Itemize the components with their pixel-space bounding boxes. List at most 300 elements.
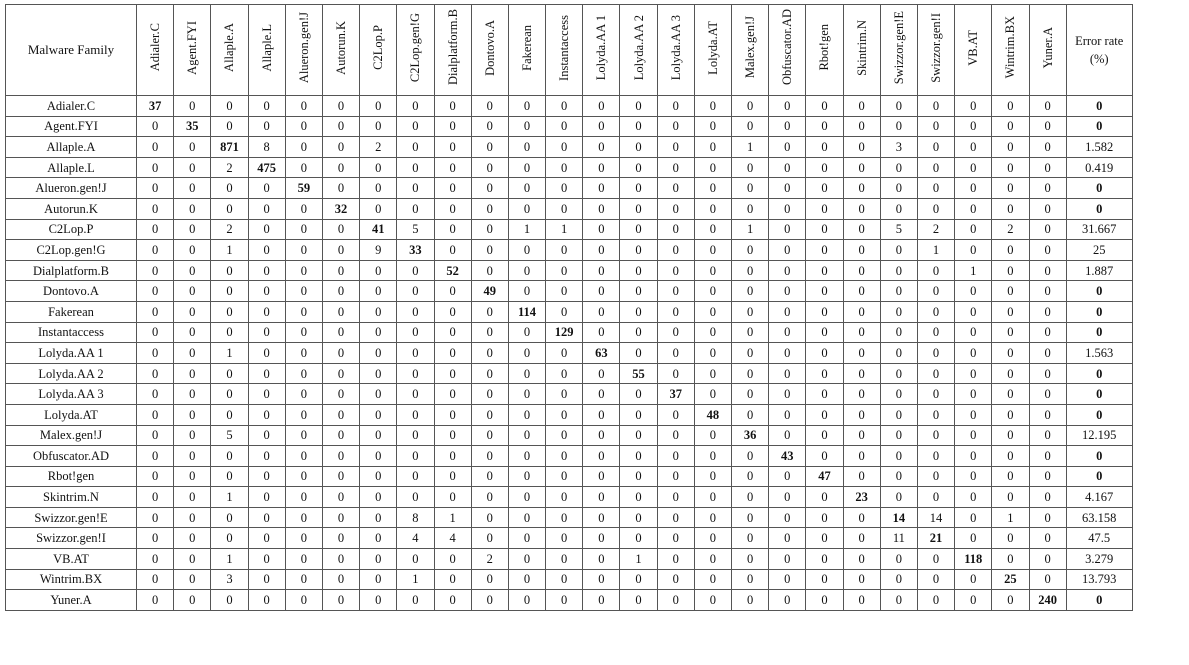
- error-rate-cell: 12.195: [1066, 425, 1132, 446]
- matrix-cell: 0: [955, 507, 992, 528]
- matrix-cell: 0: [992, 137, 1029, 158]
- matrix-cell: 0: [471, 240, 508, 261]
- diagonal-cell: 23: [843, 487, 880, 508]
- matrix-cell: 0: [806, 384, 843, 405]
- error-rate-cell: 0: [1066, 281, 1132, 302]
- matrix-cell: 0: [471, 569, 508, 590]
- diagonal-cell: 129: [546, 322, 583, 343]
- matrix-cell: 0: [285, 137, 322, 158]
- matrix-cell: 0: [880, 590, 917, 611]
- matrix-cell: 0: [360, 363, 397, 384]
- matrix-cell: 0: [1029, 178, 1066, 199]
- matrix-cell: 0: [397, 343, 434, 364]
- matrix-cell: 0: [322, 466, 359, 487]
- matrix-cell: 0: [174, 549, 211, 570]
- table-row: [6, 590, 1133, 611]
- matrix-cell: 0: [471, 198, 508, 219]
- matrix-cell: 0: [806, 590, 843, 611]
- table-row: [6, 178, 1133, 199]
- matrix-cell: 0: [732, 549, 769, 570]
- error-rate-cell: 31.667: [1066, 219, 1132, 240]
- matrix-cell: 0: [471, 260, 508, 281]
- matrix-cell: 2: [917, 219, 954, 240]
- column-header-label: Wintrim.BX: [1003, 16, 1018, 79]
- matrix-cell: 0: [955, 96, 992, 117]
- table-row: [6, 507, 1133, 528]
- matrix-cell: 0: [360, 301, 397, 322]
- matrix-cell: 0: [955, 178, 992, 199]
- matrix-cell: 5: [397, 219, 434, 240]
- matrix-cell: 0: [1029, 219, 1066, 240]
- matrix-cell: 0: [1029, 404, 1066, 425]
- matrix-cell: 0: [955, 343, 992, 364]
- matrix-cell: 0: [434, 240, 471, 261]
- matrix-cell: 0: [471, 116, 508, 137]
- matrix-cell: 0: [843, 322, 880, 343]
- row-family-name: Agent.FYI: [6, 116, 137, 137]
- matrix-cell: 0: [322, 569, 359, 590]
- matrix-cell: 0: [583, 157, 620, 178]
- matrix-cell: 5: [880, 219, 917, 240]
- matrix-cell: 0: [322, 322, 359, 343]
- matrix-cell: 0: [360, 384, 397, 405]
- matrix-cell: 0: [583, 322, 620, 343]
- matrix-cell: 0: [546, 404, 583, 425]
- matrix-cell: 0: [806, 343, 843, 364]
- matrix-cell: 0: [992, 178, 1029, 199]
- matrix-cell: 4: [397, 528, 434, 549]
- matrix-cell: 0: [955, 137, 992, 158]
- matrix-cell: 0: [248, 446, 285, 467]
- error-rate-cell: 3.279: [1066, 549, 1132, 570]
- matrix-cell: 1: [211, 549, 248, 570]
- matrix-cell: 0: [620, 507, 657, 528]
- column-header-label: Dontovo.A: [482, 19, 497, 76]
- diagonal-cell: 59: [285, 178, 322, 199]
- matrix-cell: 0: [174, 178, 211, 199]
- matrix-cell: 0: [322, 446, 359, 467]
- row-family-name: Skintrim.N: [6, 487, 137, 508]
- matrix-cell: 0: [508, 343, 545, 364]
- matrix-cell: 0: [546, 343, 583, 364]
- matrix-cell: 0: [620, 404, 657, 425]
- matrix-cell: 0: [137, 446, 174, 467]
- matrix-cell: 0: [657, 219, 694, 240]
- matrix-cell: 0: [471, 528, 508, 549]
- matrix-cell: 0: [285, 198, 322, 219]
- matrix-cell: 0: [880, 425, 917, 446]
- column-header-label: Alueron.gen!J: [296, 11, 311, 84]
- matrix-cell: 0: [694, 157, 731, 178]
- matrix-cell: 0: [880, 466, 917, 487]
- matrix-cell: 0: [657, 157, 694, 178]
- matrix-cell: 0: [508, 178, 545, 199]
- error-rate-cell: 0.419: [1066, 157, 1132, 178]
- matrix-cell: 0: [285, 260, 322, 281]
- matrix-cell: 0: [955, 301, 992, 322]
- matrix-cell: 0: [806, 96, 843, 117]
- matrix-cell: 0: [992, 487, 1029, 508]
- column-header-label: Allaple.A: [222, 23, 237, 72]
- matrix-cell: 0: [992, 260, 1029, 281]
- matrix-cell: 0: [508, 466, 545, 487]
- matrix-cell: 0: [285, 507, 322, 528]
- column-header-label: Rbot!gen: [817, 24, 832, 71]
- matrix-cell: 0: [917, 569, 954, 590]
- matrix-cell: 0: [992, 363, 1029, 384]
- matrix-cell: 0: [992, 157, 1029, 178]
- matrix-cell: 0: [546, 528, 583, 549]
- matrix-cell: 0: [806, 116, 843, 137]
- error-rate-cell: 0: [1066, 466, 1132, 487]
- matrix-cell: 2: [360, 137, 397, 158]
- matrix-cell: 0: [620, 116, 657, 137]
- matrix-cell: 0: [137, 260, 174, 281]
- matrix-cell: 0: [137, 322, 174, 343]
- matrix-cell: 0: [434, 569, 471, 590]
- matrix-cell: 0: [732, 507, 769, 528]
- matrix-cell: 0: [880, 157, 917, 178]
- matrix-cell: 0: [880, 446, 917, 467]
- matrix-cell: 0: [471, 178, 508, 199]
- matrix-cell: 0: [322, 363, 359, 384]
- matrix-cell: 0: [992, 528, 1029, 549]
- matrix-cell: 0: [1029, 260, 1066, 281]
- matrix-cell: 0: [917, 446, 954, 467]
- matrix-cell: 0: [657, 116, 694, 137]
- matrix-cell: 1: [434, 507, 471, 528]
- matrix-cell: 0: [360, 507, 397, 528]
- matrix-cell: 0: [434, 343, 471, 364]
- matrix-cell: 0: [174, 425, 211, 446]
- matrix-cell: 0: [992, 116, 1029, 137]
- matrix-cell: 0: [471, 343, 508, 364]
- table-row: [6, 343, 1133, 364]
- matrix-cell: 0: [880, 260, 917, 281]
- matrix-cell: 0: [248, 384, 285, 405]
- matrix-cell: 0: [1029, 549, 1066, 570]
- column-header: [248, 5, 285, 96]
- matrix-cell: 0: [1029, 569, 1066, 590]
- matrix-cell: 0: [174, 343, 211, 364]
- matrix-cell: 0: [769, 219, 806, 240]
- matrix-cell: 0: [248, 96, 285, 117]
- matrix-cell: 0: [843, 96, 880, 117]
- error-rate-cell: 0: [1066, 116, 1132, 137]
- row-family-name: C2Lop.P: [6, 219, 137, 240]
- matrix-cell: 0: [546, 178, 583, 199]
- matrix-cell: 0: [137, 157, 174, 178]
- matrix-cell: 0: [174, 137, 211, 158]
- matrix-cell: 0: [694, 96, 731, 117]
- matrix-cell: 0: [285, 240, 322, 261]
- matrix-cell: 0: [917, 466, 954, 487]
- matrix-cell: 0: [657, 240, 694, 261]
- matrix-cell: 0: [137, 590, 174, 611]
- matrix-cell: 0: [546, 260, 583, 281]
- table-row: [6, 240, 1133, 261]
- matrix-cell: 0: [843, 549, 880, 570]
- matrix-cell: 0: [769, 322, 806, 343]
- matrix-cell: 0: [769, 363, 806, 384]
- row-family-name: Lolyda.AA 1: [6, 343, 137, 364]
- matrix-cell: 0: [508, 157, 545, 178]
- matrix-cell: 0: [546, 384, 583, 405]
- row-family-name: Dontovo.A: [6, 281, 137, 302]
- matrix-cell: 0: [508, 240, 545, 261]
- matrix-cell: 0: [583, 116, 620, 137]
- row-family-name: Fakerean: [6, 301, 137, 322]
- matrix-cell: 0: [471, 425, 508, 446]
- column-header: [285, 5, 322, 96]
- matrix-cell: 0: [1029, 240, 1066, 261]
- matrix-cell: 0: [694, 569, 731, 590]
- matrix-cell: 0: [322, 343, 359, 364]
- diagonal-cell: 37: [137, 96, 174, 117]
- matrix-cell: 0: [360, 569, 397, 590]
- matrix-cell: 0: [211, 178, 248, 199]
- matrix-cell: 0: [1029, 446, 1066, 467]
- matrix-cell: 0: [806, 425, 843, 446]
- matrix-cell: 0: [322, 549, 359, 570]
- matrix-cell: 0: [360, 178, 397, 199]
- matrix-cell: 0: [397, 590, 434, 611]
- row-family-name: Rbot!gen: [6, 466, 137, 487]
- matrix-cell: 0: [174, 507, 211, 528]
- matrix-cell: 0: [992, 425, 1029, 446]
- matrix-cell: 0: [694, 240, 731, 261]
- matrix-cell: 0: [806, 446, 843, 467]
- diagonal-cell: 32: [322, 198, 359, 219]
- matrix-cell: 0: [657, 301, 694, 322]
- matrix-cell: 0: [508, 116, 545, 137]
- matrix-cell: 0: [434, 466, 471, 487]
- column-header: [471, 5, 508, 96]
- matrix-cell: 0: [434, 116, 471, 137]
- error-rate-cell: 13.793: [1066, 569, 1132, 590]
- matrix-cell: 0: [583, 384, 620, 405]
- matrix-cell: 0: [806, 137, 843, 158]
- matrix-cell: 0: [806, 301, 843, 322]
- matrix-cell: 0: [546, 425, 583, 446]
- matrix-cell: 0: [843, 384, 880, 405]
- matrix-cell: 0: [248, 528, 285, 549]
- matrix-cell: 0: [397, 384, 434, 405]
- table-row: [6, 569, 1133, 590]
- matrix-cell: 0: [211, 590, 248, 611]
- matrix-cell: 0: [211, 96, 248, 117]
- table-row: [6, 425, 1133, 446]
- matrix-cell: 1: [732, 137, 769, 158]
- matrix-cell: 0: [285, 384, 322, 405]
- matrix-cell: 0: [248, 178, 285, 199]
- matrix-cell: 0: [620, 487, 657, 508]
- matrix-cell: 0: [397, 549, 434, 570]
- matrix-cell: 2: [992, 219, 1029, 240]
- matrix-cell: 0: [657, 404, 694, 425]
- matrix-cell: 0: [434, 301, 471, 322]
- diagonal-cell: 118: [955, 549, 992, 570]
- matrix-cell: 0: [880, 116, 917, 137]
- matrix-cell: 0: [732, 528, 769, 549]
- matrix-cell: 0: [322, 137, 359, 158]
- matrix-cell: 0: [211, 466, 248, 487]
- matrix-cell: 0: [769, 178, 806, 199]
- matrix-cell: 0: [174, 363, 211, 384]
- matrix-cell: 0: [657, 178, 694, 199]
- matrix-cell: 0: [769, 384, 806, 405]
- matrix-cell: 0: [471, 446, 508, 467]
- matrix-cell: 0: [657, 363, 694, 384]
- matrix-cell: 0: [694, 507, 731, 528]
- column-header: [955, 5, 992, 96]
- matrix-cell: 0: [732, 590, 769, 611]
- matrix-cell: 0: [322, 219, 359, 240]
- matrix-cell: 0: [583, 487, 620, 508]
- matrix-cell: 0: [955, 528, 992, 549]
- matrix-cell: 0: [620, 219, 657, 240]
- matrix-cell: 0: [397, 425, 434, 446]
- table-row: [6, 322, 1133, 343]
- matrix-cell: 2: [471, 549, 508, 570]
- matrix-cell: 1: [955, 260, 992, 281]
- matrix-cell: 0: [955, 198, 992, 219]
- matrix-cell: 0: [471, 301, 508, 322]
- matrix-cell: 0: [137, 528, 174, 549]
- matrix-cell: 0: [769, 425, 806, 446]
- matrix-cell: 0: [657, 137, 694, 158]
- matrix-cell: 0: [583, 549, 620, 570]
- matrix-cell: 0: [583, 96, 620, 117]
- matrix-cell: 0: [583, 507, 620, 528]
- matrix-cell: 0: [1029, 363, 1066, 384]
- column-header: [769, 5, 806, 96]
- matrix-cell: 0: [769, 240, 806, 261]
- matrix-cell: 0: [397, 157, 434, 178]
- matrix-cell: 0: [769, 590, 806, 611]
- matrix-cell: 0: [137, 404, 174, 425]
- error-rate-cell: 0: [1066, 590, 1132, 611]
- matrix-cell: 0: [546, 466, 583, 487]
- matrix-cell: 0: [360, 404, 397, 425]
- matrix-cell: 0: [322, 240, 359, 261]
- corner-header: Malware Family: [6, 5, 137, 96]
- matrix-cell: 0: [248, 404, 285, 425]
- column-header: [843, 5, 880, 96]
- matrix-cell: 0: [360, 198, 397, 219]
- matrix-cell: 0: [137, 569, 174, 590]
- matrix-cell: 0: [732, 384, 769, 405]
- matrix-cell: 0: [471, 466, 508, 487]
- error-rate-cell: 0: [1066, 446, 1132, 467]
- error-rate-cell: 0: [1066, 322, 1132, 343]
- matrix-cell: 1: [211, 240, 248, 261]
- confusion-table-container: [5, 4, 1133, 611]
- matrix-cell: 0: [211, 507, 248, 528]
- matrix-cell: 0: [694, 528, 731, 549]
- error-rate-cell: 1.563: [1066, 343, 1132, 364]
- matrix-cell: 0: [174, 446, 211, 467]
- matrix-cell: 0: [508, 425, 545, 446]
- matrix-cell: 0: [769, 466, 806, 487]
- matrix-cell: 0: [992, 322, 1029, 343]
- column-header: [732, 5, 769, 96]
- matrix-cell: 3: [211, 569, 248, 590]
- matrix-cell: 0: [955, 219, 992, 240]
- matrix-cell: 1: [620, 549, 657, 570]
- error-rate-cell: 4.167: [1066, 487, 1132, 508]
- matrix-cell: 0: [620, 466, 657, 487]
- error-rate-cell: 0: [1066, 198, 1132, 219]
- matrix-cell: 0: [248, 487, 285, 508]
- matrix-cell: 0: [732, 260, 769, 281]
- matrix-cell: 0: [694, 487, 731, 508]
- column-header-label: Allaple.L: [259, 23, 274, 72]
- matrix-cell: 0: [434, 281, 471, 302]
- matrix-cell: 0: [992, 301, 1029, 322]
- column-header: [174, 5, 211, 96]
- row-family-name: VB.AT: [6, 549, 137, 570]
- matrix-cell: 0: [769, 198, 806, 219]
- matrix-cell: 0: [1029, 301, 1066, 322]
- matrix-cell: 0: [917, 198, 954, 219]
- matrix-cell: 0: [769, 507, 806, 528]
- matrix-cell: 0: [620, 343, 657, 364]
- matrix-cell: 0: [583, 178, 620, 199]
- matrix-cell: 0: [471, 157, 508, 178]
- column-header: [546, 5, 583, 96]
- diagonal-cell: 114: [508, 301, 545, 322]
- matrix-cell: 0: [360, 466, 397, 487]
- matrix-cell: 0: [508, 507, 545, 528]
- matrix-cell: 0: [657, 425, 694, 446]
- matrix-cell: 0: [137, 137, 174, 158]
- matrix-cell: 0: [1029, 198, 1066, 219]
- matrix-cell: 0: [843, 157, 880, 178]
- matrix-cell: 0: [174, 301, 211, 322]
- matrix-cell: 0: [397, 178, 434, 199]
- matrix-cell: 0: [806, 404, 843, 425]
- column-header-label: C2Lop.gen!G: [408, 12, 423, 83]
- matrix-cell: 0: [694, 322, 731, 343]
- matrix-cell: 0: [1029, 281, 1066, 302]
- column-header: [917, 5, 954, 96]
- matrix-cell: 0: [546, 116, 583, 137]
- matrix-cell: 0: [620, 446, 657, 467]
- matrix-cell: 0: [137, 487, 174, 508]
- matrix-cell: 0: [248, 322, 285, 343]
- diagonal-cell: 36: [732, 425, 769, 446]
- matrix-cell: 0: [917, 96, 954, 117]
- matrix-cell: 0: [434, 549, 471, 570]
- matrix-cell: 0: [174, 96, 211, 117]
- table-row: [6, 363, 1133, 384]
- column-header-label: Lolyda.AA 1: [594, 14, 609, 81]
- matrix-cell: 0: [434, 446, 471, 467]
- matrix-cell: 0: [360, 528, 397, 549]
- matrix-cell: 0: [620, 590, 657, 611]
- matrix-cell: 0: [546, 137, 583, 158]
- table-body: [6, 96, 1133, 611]
- table-row: [6, 116, 1133, 137]
- matrix-cell: 0: [360, 590, 397, 611]
- matrix-cell: 0: [583, 425, 620, 446]
- matrix-cell: 2: [211, 219, 248, 240]
- matrix-cell: 0: [694, 301, 731, 322]
- row-family-name: Adialer.C: [6, 96, 137, 117]
- matrix-cell: 0: [620, 260, 657, 281]
- matrix-cell: 0: [397, 301, 434, 322]
